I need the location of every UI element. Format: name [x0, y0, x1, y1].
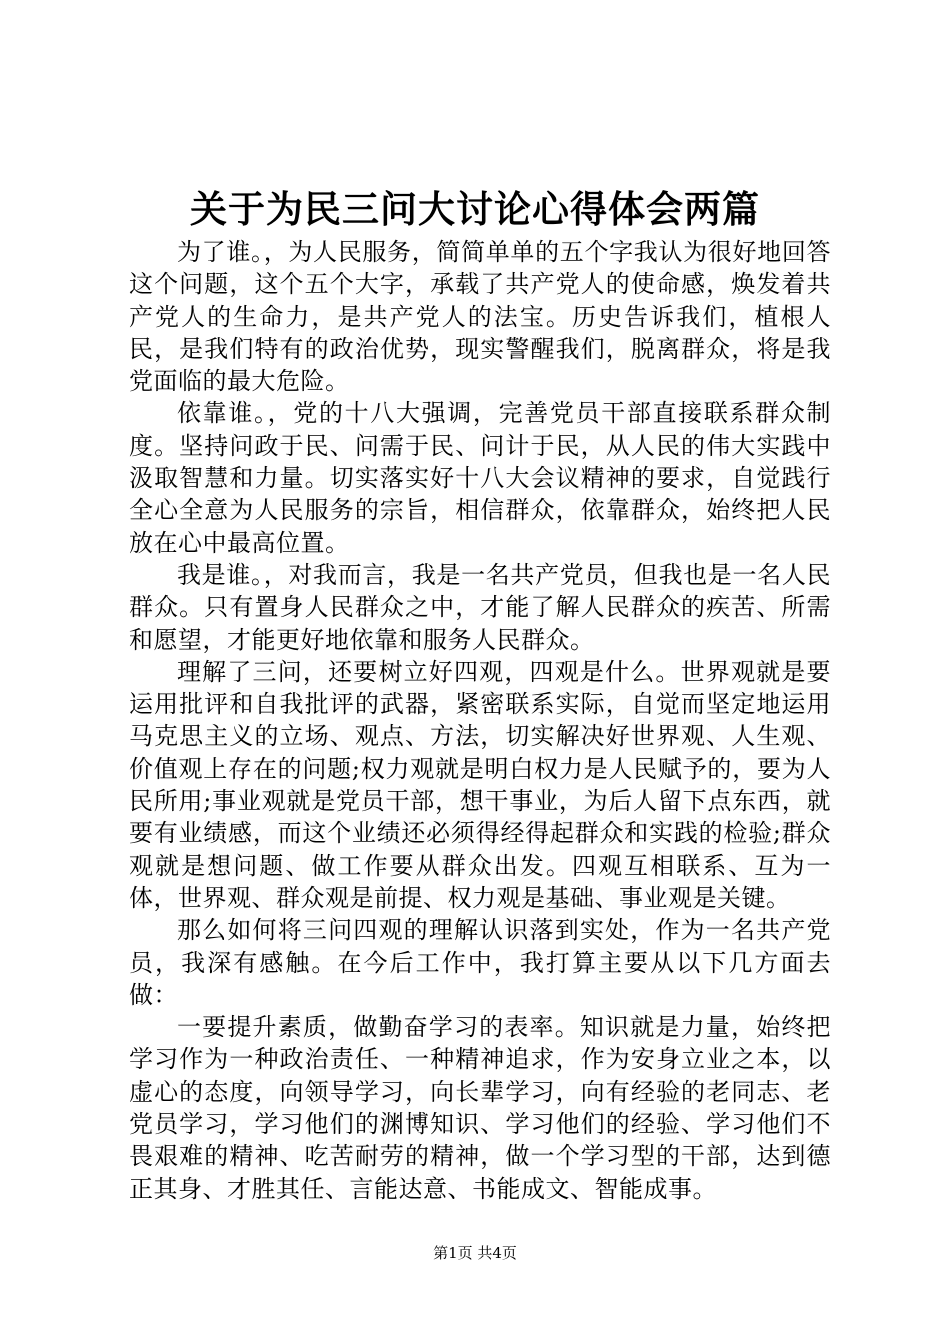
paragraph-si-guan: 理解了三问，还要树立好四观，四观是什么。世界观就是要运用批评和自我批评的武器，紧密联系实际，自觉而坚定地运用马克思主义的立场、观点、方法，切实解决好世界观、人生观、价值观上存在的问题;权力观就是明白权力是人民赋予的，要为人民所用;事业观就是党员干部，想干事业，为后人留下点东西，就要有业绩感，而这个业绩还必须得经得起群众和实践的检验;群众观就是想问题、做工作要从群众出发。四观互相联系、互为一体，世界观、群众观是前提、权力观是基础、事业观是关键。 [129, 657, 831, 912]
page-number-footer: 第1页 共4页 [433, 1244, 517, 1262]
paragraph-luo-dao-shi-chu: 那么如何将三问四观的理解认识落到实处，作为一名共产党员，我深有感触。在今后工作中，我打算主要从以下几方面去做： [129, 916, 831, 1009]
paragraph-wei-le-shui: 为了谁。，为人民服务，简简单单的五个字我认为很好地回答这个问题，这个五个大字，承载了共产党人的使命感，焕发着共产党人的生命力，是共产党人的法宝。历史告诉我们，植根人民，是我们特有的政治优势，现实警醒我们，脱离群众，将是我党面临的最大危险。 [129, 238, 831, 396]
document-body [129, 236, 831, 1205]
paragraph-yi-kao-shui: 依靠谁。，党的十八大强调，完善党员干部直接联系群众制度。坚持问政于民、问需于民、问计于民，从人民的伟大实践中汲取智慧和力量。切实落实好十八大会议精神的要求，自觉践行全心全意为人民服务的宗旨，相信群众，依靠群众，始终把人民放在心中最高位置。 [129, 399, 831, 557]
document-title: 关于为民三问大讨论心得体会两篇 [190, 188, 760, 231]
paragraph-wo-shi-shui: 我是谁。，对我而言，我是一名共产党员，但我也是一名人民群众。只有置身人民群众之中，才能了解人民群众的疾苦、所需和愿望，才能更好地依靠和服务人民群众。 [129, 560, 831, 654]
paragraph-ti-sheng-su-zhi: 一要提升素质，做勤奋学习的表率。知识就是力量，始终把学习作为一种政治责任、一种精神追求，作为安身立业之本，以虚心的态度，向领导学习，向长辈学习，向有经验的老同志、老党员学习，学习他们的渊博知识、学习他们的经验、学习他们不畏艰难的精神、吃苦耐劳的精神，做一个学习型的干部，达到德正其身、才胜其任、言能达意、书能成文、智能成事。 [129, 1013, 831, 1203]
